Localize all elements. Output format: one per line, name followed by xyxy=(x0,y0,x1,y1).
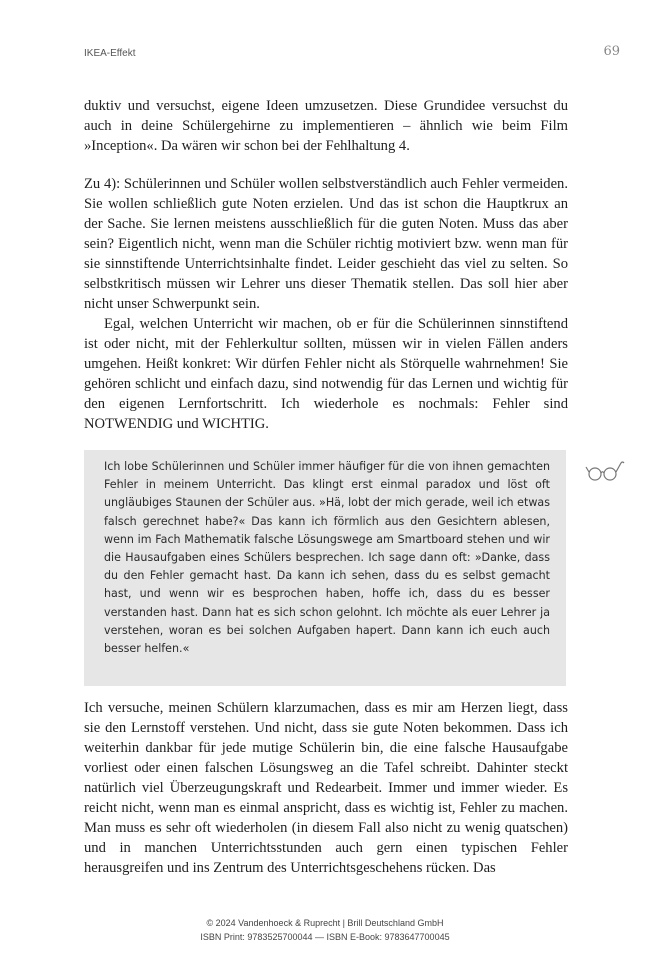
running-head: IKEA-Effekt xyxy=(84,48,136,59)
quote-box xyxy=(84,450,566,686)
quote-text: Ich lobe Schülerinnen und Schüler immer häufiger für die von ihnen gemachten Fehler in meinem Unterricht. Das klingt erst einmal paradox und löst oft ungläubiges Staunen der Schüler aus. »Hä, lobt der mich gerade, weil ich etwas falsch gerechnet habe?« Das kann ich förmlich aus den Gesichtern ablesen, wenn im Fach Mathematik falsche Lösungswege am Smartboard stehen und wir die Hausaufgaben eines Schülers besprechen. Ich sage dann oft: »Danke, dass du den Fehler gemacht hast. Da kann ich sehen, dass du es selbst gemacht hast, und wenn wir es besprochen haben, hoffe ich, dass du es besser verstanden hast. Dann hat es sich schon gelohnt. Ich möchte als euer Lehrer ja verstehen, woran es bei solchen Aufgaben hapert. Dann kann ich euch auch besser helfen.« xyxy=(104,460,550,656)
paragraph-klarmachen: Ich versuche, meinen Schülern klarzumachen, dass es mir am Herzen liegt, dass sie den Lernstoff verstehen. Und nicht, dass sie gute Noten bekommen. Dass ich weiterhin dankbar für jede mutige Schülerin bin, die eine falsche Hausaufgabe vorliest oder einen falschen Lösungsweg an die Tafel schreibt. Dahinter steckt natürlich viel Überzeugungskraft und Redearbeit. Immer und immer wieder. Es reicht nicht, wenn man es einmal anspricht, dass es wichtig ist, Fehler zu machen. Man muss es sehr oft wiederholen (in diesem Fall also nicht zu wenig quatschen) und in manchen Unterrichtsstunden auch gern einen typischen Fehler herausgreifen und ins Zentrum des Unterrichtsgeschehens rücken. Das xyxy=(84,700,568,876)
footer-copyright: © 2024 Vandenhoeck & Ruprecht | Brill Deutschland GmbH xyxy=(206,918,444,928)
page-number: 69 xyxy=(603,44,620,59)
footer-isbn: ISBN Print: 9783525700044 — ISBN E-Book: 9783647700045 xyxy=(200,932,450,942)
paragraph-fehlerkultur: Egal, welchen Unterricht wir machen, ob er für die Schülerinnen sinnstiftend ist oder nicht, mit der Fehlerkultur sollten, müssen wir in vielen Fällen anders umgehen. Heißt konkret: Wir dürfen Fehler nicht als Störquelle wahrnehmen! Sie gehören schlicht und einfach dazu, sind notwendig für das Lernen und wichtig für den eigenen Lernfortschritt. Ich wiederhole es nochmals: Fehler sind NOTWENDIG und WICHTIG. xyxy=(84,316,568,432)
body-text-middle xyxy=(84,174,568,434)
body-text-bottom xyxy=(84,698,568,878)
glasses-icon xyxy=(585,459,625,483)
body-text-top xyxy=(84,96,568,156)
paragraph-zu-4: Zu 4): Schülerinnen und Schüler wollen selbstverständlich auch Fehler vermeiden. Sie wollen schließlich gute Noten erzielen. Und das ist schon die Hauptkrux an der Sache. Sie lernen meistens ausschließlich für die guten Noten. Muss das aber sein? Eigentlich nicht, wenn man die Schüler richtig motiviert bzw. wenn man für sie sinnstiftende Unterrichtsinhalte findet. Leider geschieht das viel zu selten. So selbstkritisch müssen wir Lehrer uns dieser Thematik stellen. Das soll hier aber nicht unser Schwerpunkt sein. xyxy=(84,176,568,312)
paragraph-continuation: duktiv und versuchst, eigene Ideen umzusetzen. Diese Grundidee versuchst du auch in deine Schülergehirne zu implementieren – ähnlich wie beim Film »Inception«. Da wären wir schon bei der Fehlhaltung 4. xyxy=(84,98,568,154)
